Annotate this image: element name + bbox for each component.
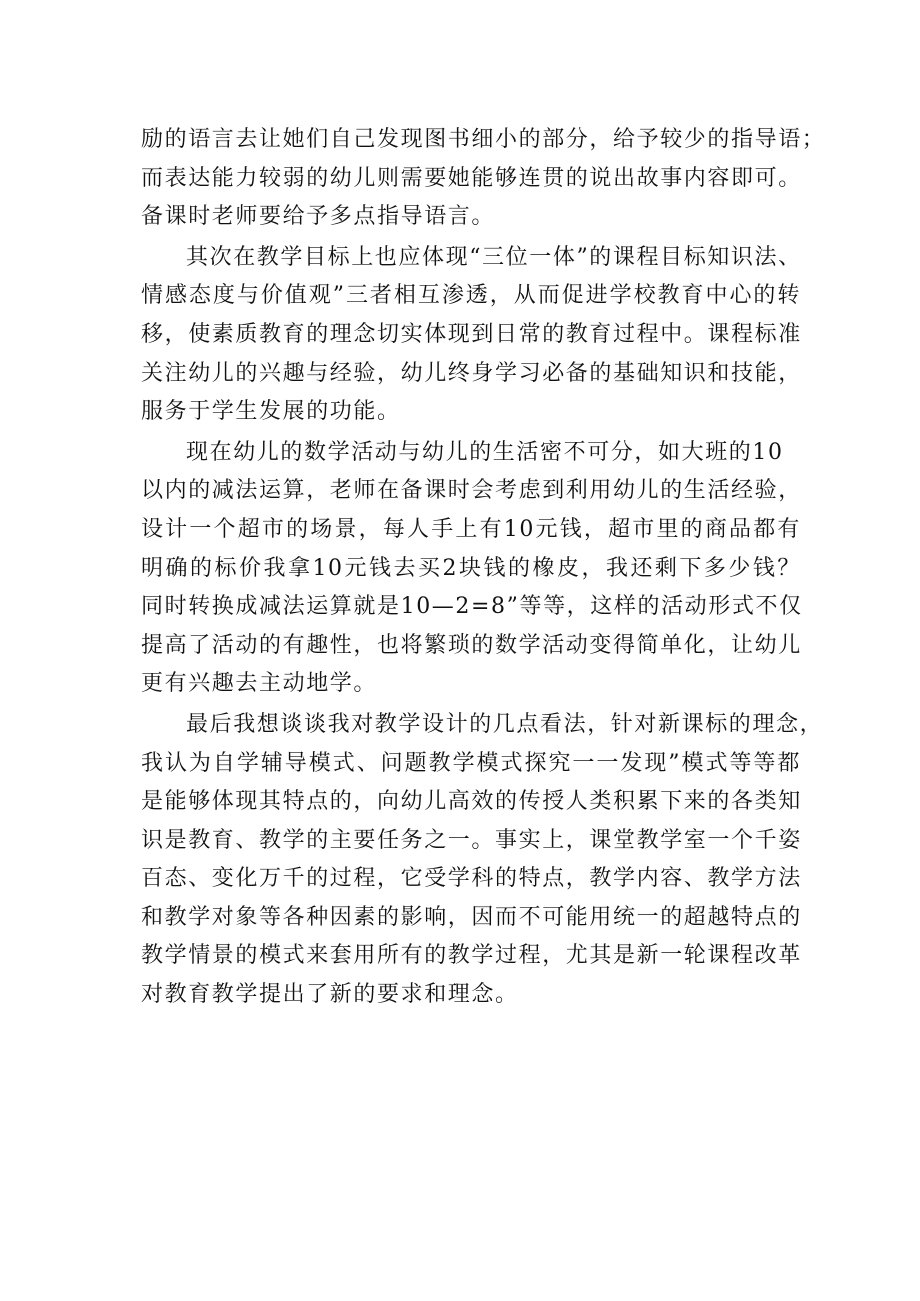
- text-line: 以内的减法运算，老师在备课时会考虑到利用幼儿的生活经验，: [141, 478, 802, 504]
- text-line: 识是教育、教学的主要任务之一。事实上，课堂教学室一个千姿: [141, 827, 802, 853]
- text-line: 设计一个超市的场景，每人手上有10元钱，超市里的商品都有: [141, 516, 801, 542]
- text-line: 移，使素质教育的理念切实体现到日常的教育过程中。课程标准: [141, 321, 802, 347]
- text-line: 关注幼儿的兴趣与经验，幼儿终身学习必备的基础知识和技能，: [141, 360, 802, 386]
- text-line: 明确的标价我拿10元钱去买2块钱的橡皮，我还剩下多少钱？: [141, 555, 801, 581]
- paragraph-4: [141, 706, 824, 1015]
- text-line: 服务于学生发展的功能。: [141, 399, 401, 425]
- paragraph-2: [141, 239, 801, 432]
- text-line: 现在幼儿的数学活动与幼儿的生活密不可分，如大班的10: [186, 439, 784, 465]
- text-line: 而表达能力较弱的幼儿则需要她能够连贯的说出故事内容即可。: [141, 165, 802, 191]
- text-line: 最后我想谈谈我对教学设计的几点看法，针对新课标的理念，: [186, 711, 824, 737]
- paragraph-1: [141, 121, 826, 237]
- text-line: 更有兴趣去主动地学。: [141, 671, 378, 697]
- text-line: 备课时老师要给予多点指导语言。: [141, 204, 496, 230]
- document-body: [141, 121, 826, 1017]
- text-line: 是能够体现其特点的，向幼儿高效的传授人类积累下来的各类知: [141, 789, 802, 815]
- text-line: 提高了活动的有趣性，也将繁琐的数学活动变得简单化，让幼儿: [141, 632, 802, 658]
- text-line: 情感态度与价值观”三者相互渗透，从而促进学校教育中心的转: [141, 283, 801, 309]
- text-line: 其次在教学目标上也应体现“三位一体”的课程目标知识法、: [186, 244, 802, 270]
- paragraph-3: [141, 434, 801, 704]
- text-line: 和教学对象等各种因素的影响，因而不可能用统一的超越特点的: [141, 904, 802, 930]
- text-line: 励的语言去让她们自己发现图书细小的部分，给予较少的指导语；: [141, 127, 826, 152]
- text-line: 同时转换成减法运算就是10—2=8”等等，这样的活动形式不仅: [141, 594, 803, 620]
- text-line: 教学情景的模式来套用所有的教学过程，尤其是新一轮课程改革: [141, 943, 802, 969]
- text-line: 我认为自学辅导模式、问题教学模式探究一一发现”模式等等都: [141, 750, 801, 776]
- text-line: 对教育教学提出了新的要求和理念。: [141, 982, 519, 1008]
- text-line: 百态、变化万千的过程，它受学科的特点，教学内容、教学方法: [141, 866, 802, 892]
